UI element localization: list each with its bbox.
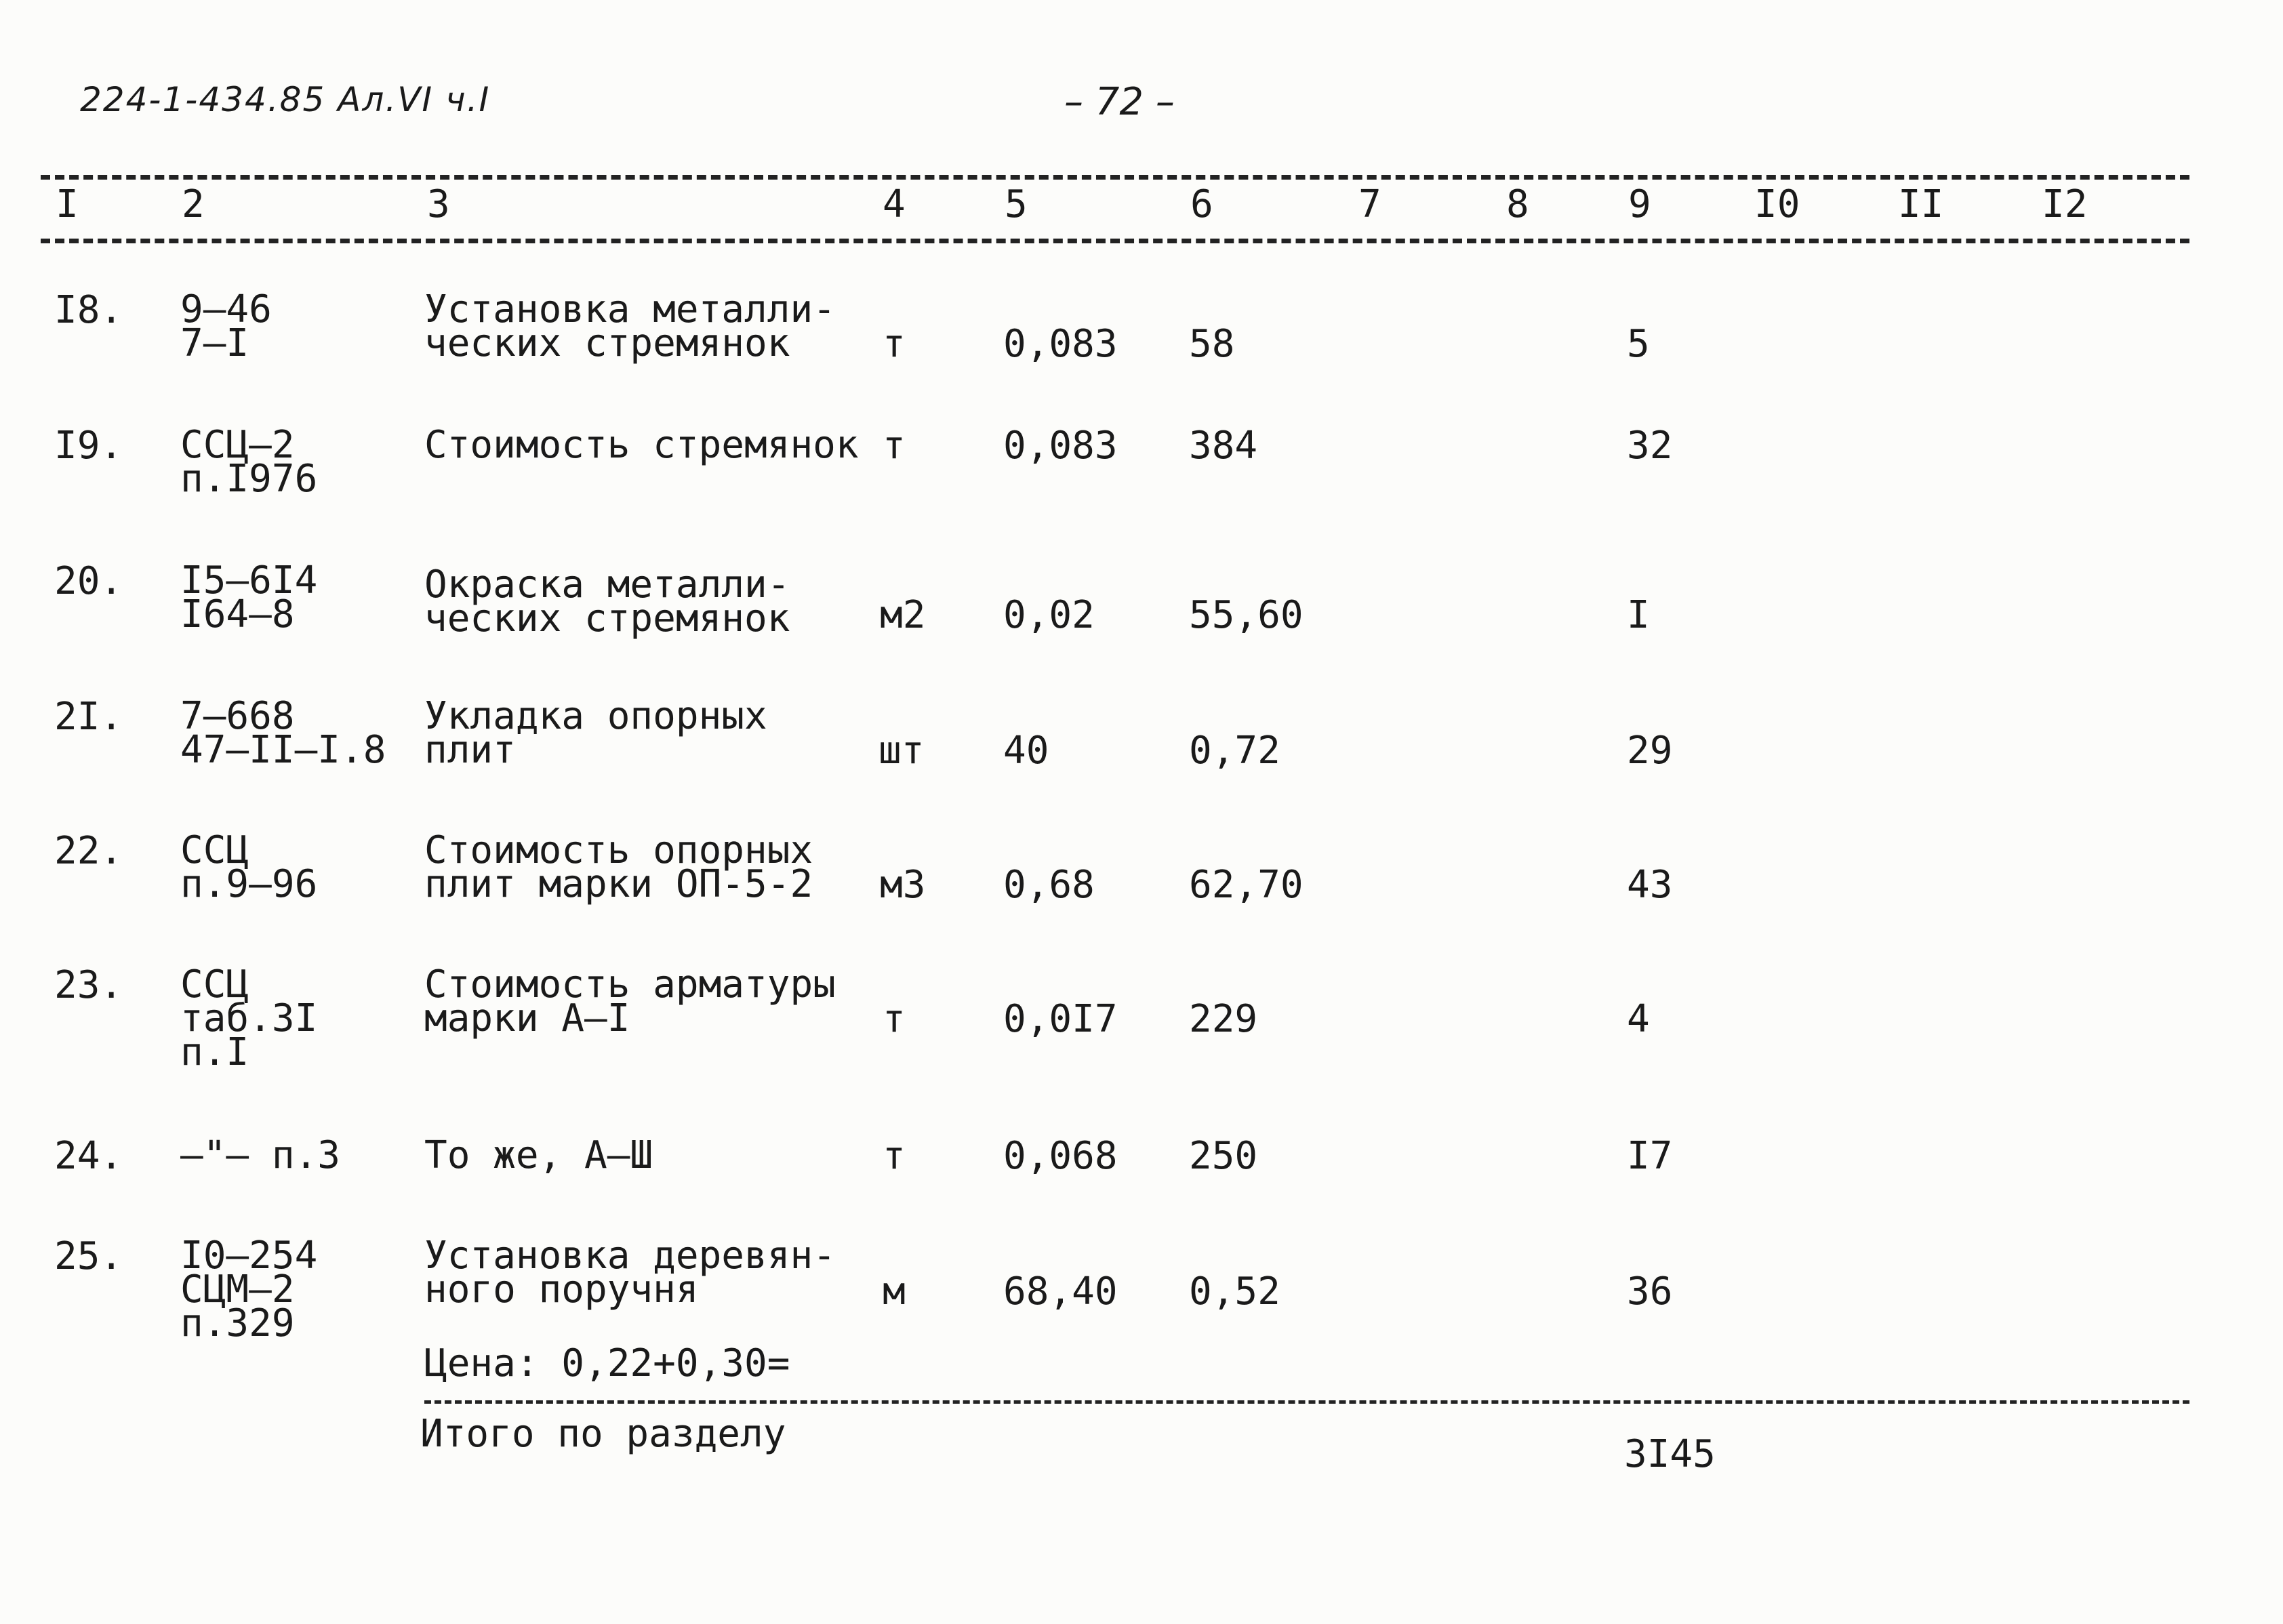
- row-unit-price: 62,70: [1189, 863, 1304, 907]
- row-code: 9–46 7–I: [180, 287, 272, 365]
- row-code: –"– п.3: [180, 1133, 341, 1177]
- row-quantity: 68,40: [1003, 1270, 1118, 1314]
- column-header: 6: [1190, 182, 1213, 226]
- price-note: Цена: 0,22+0,30=: [424, 1341, 790, 1385]
- column-header: I0: [1754, 182, 1800, 226]
- summary-total: 3I45: [1624, 1432, 1716, 1476]
- row-unit-price: 250: [1189, 1134, 1258, 1178]
- column-header: 5: [1005, 182, 1028, 226]
- row-unit-price: 0,72: [1189, 729, 1280, 773]
- summary-label: Итого по разделу: [420, 1412, 786, 1456]
- row-unit: шт: [878, 729, 925, 773]
- row-unit: м3: [880, 863, 926, 907]
- row-code: ССЦ–2 п.I976: [180, 423, 318, 501]
- row-name: Стоимость арматуры марки А–I: [424, 962, 836, 1040]
- document-code: 224-1-434.85 Ал.VI ч.I: [80, 80, 491, 119]
- row-unit: т: [883, 1134, 906, 1178]
- row-name: Укладка опорных плит: [424, 694, 767, 772]
- row-unit: м2: [880, 593, 926, 637]
- row-unit-price: 0,52: [1189, 1270, 1280, 1314]
- row-unit: т: [883, 424, 906, 468]
- row-unit: м: [883, 1270, 906, 1314]
- row-code: 7–668 47–II–I.8: [180, 694, 386, 772]
- row-total: 36: [1627, 1270, 1673, 1314]
- row-unit: т: [883, 997, 906, 1041]
- row-total: I7: [1627, 1134, 1673, 1178]
- column-header: 7: [1358, 182, 1381, 226]
- row-number: 24.: [54, 1134, 123, 1178]
- row-unit-price: 384: [1189, 424, 1258, 468]
- table-header-rule: [41, 239, 2189, 243]
- row-quantity: 0,02: [1003, 593, 1095, 637]
- row-quantity: 40: [1003, 729, 1049, 773]
- row-code: I5–6I4 I64–8: [180, 559, 318, 636]
- table-top-rule: [41, 175, 2189, 180]
- row-number: 2I.: [54, 695, 123, 739]
- column-header: 9: [1628, 182, 1651, 226]
- row-total: I: [1627, 593, 1650, 637]
- column-header: I2: [2042, 182, 2088, 226]
- row-number: 25.: [54, 1234, 123, 1278]
- row-code: ССЦ п.9–96: [180, 828, 318, 906]
- row-name: Установка деревян- ного поручня: [424, 1234, 836, 1312]
- row-quantity: 0,0I7: [1003, 997, 1118, 1041]
- row-total: 43: [1627, 863, 1673, 907]
- row-number: 23.: [54, 963, 123, 1007]
- row-total: 4: [1627, 997, 1650, 1041]
- row-name: Стоимость стремянок: [424, 423, 859, 467]
- row-code: ССЦ таб.3I п.I: [180, 962, 318, 1074]
- summary-rule: [424, 1400, 2189, 1404]
- column-header: 2: [182, 182, 205, 226]
- row-quantity: 0,68: [1003, 863, 1095, 907]
- row-total: 32: [1627, 424, 1673, 468]
- row-code: I0–254 СЦМ–2 п.329: [180, 1234, 318, 1345]
- column-header: I: [56, 182, 79, 226]
- row-number: 20.: [54, 559, 123, 603]
- column-header: 8: [1506, 182, 1529, 226]
- column-header: 4: [883, 182, 906, 226]
- column-header: 3: [427, 182, 450, 226]
- row-number: 22.: [54, 829, 123, 873]
- row-name: Окраска металли- ческих стремянок: [424, 563, 790, 641]
- page-number: – 72 –: [1064, 80, 1175, 124]
- row-total: 5: [1627, 322, 1650, 366]
- row-quantity: 0,083: [1003, 424, 1118, 468]
- row-name: То же, А–Ш: [424, 1133, 653, 1177]
- row-quantity: 0,083: [1003, 322, 1118, 366]
- row-unit-price: 229: [1189, 997, 1258, 1041]
- row-total: 29: [1627, 729, 1673, 773]
- row-number: I8.: [54, 288, 123, 332]
- row-unit-price: 58: [1189, 322, 1235, 366]
- row-name: Установка металли- ческих стремянок: [424, 287, 836, 365]
- row-unit-price: 55,60: [1189, 593, 1304, 637]
- row-unit: т: [883, 322, 906, 366]
- row-quantity: 0,068: [1003, 1134, 1118, 1178]
- row-name: Стоимость опорных плит марки ОП-5-2: [424, 828, 813, 906]
- row-number: I9.: [54, 424, 123, 468]
- column-header: II: [1898, 182, 1944, 226]
